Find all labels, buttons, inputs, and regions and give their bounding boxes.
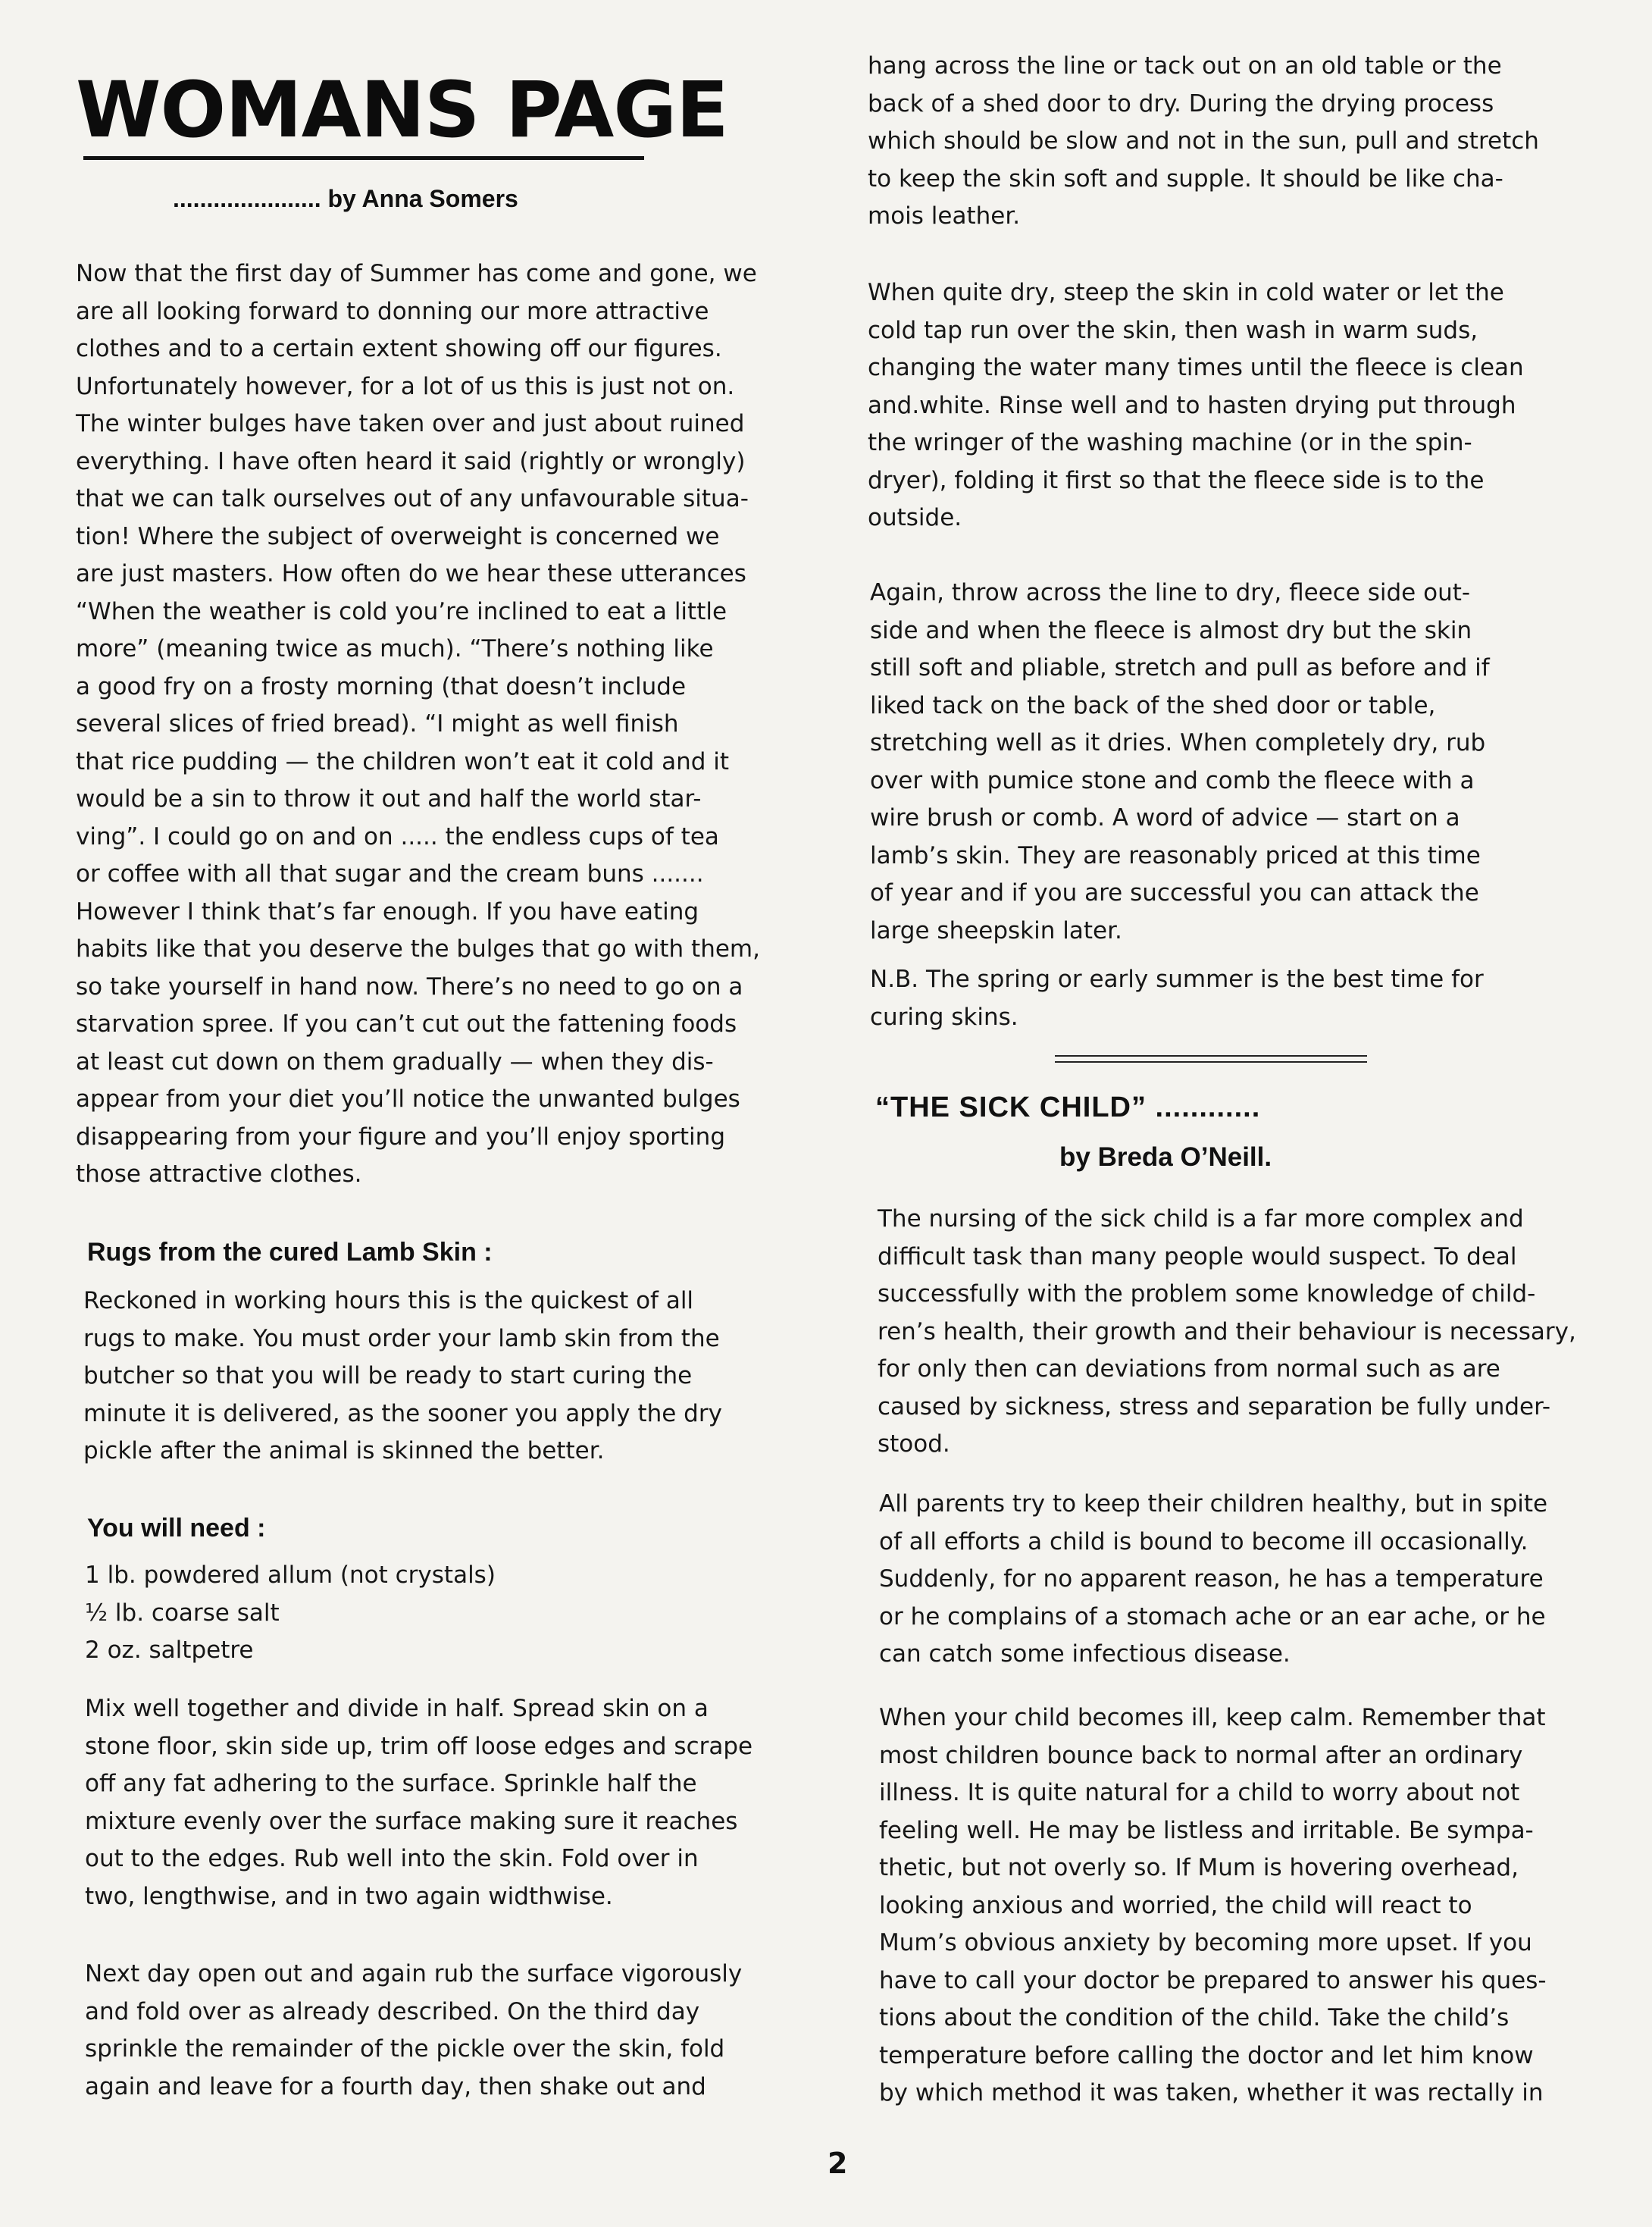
intro-paragraph: Now that the first day of Summer has come and gone, we are all looking forward to donning our more attractive clothes and to a certain extent showing off our figures. Unfortunately however, for a lot of us this is just not on. The winter bulges have taken over and just about ruined everything. I have often heard it said (rightly or wrongly) that we can talk ourselves out of any unfavourable situa- tion! Where the subject of overweight is concerned we are just masters. How often do we hear these utterances “When the weather is cold you’re inclined to eat a little more” (meaning twice as much). “There’s nothing like a good fry on a frosty morning (that doesn’t include several slices of fried bread). “I might as well finish that rice pudding — the children won’t eat it cold and it would be a sin to throw it out and half the world star- ving”. I could go on and on ..... the endless cups of tea or coffee with all that sugar and the cream buns ....... However I think that’s far enough. If you have eating habits like that you deserve the bulges that go with them, so take yourself in hand now. There’s no need to go on a starvation spree. If you can’t cut out the fattening foods at least cut down on them gradually — when they dis- appear from your diet you’ll notice the unwanted bulges disappearing from your figure and you’ll enjoy sporting those attractive clothes. <box>76 260 760 1188</box>
list-item: ½ lb. coarse salt <box>85 1599 280 1627</box>
sick-child-paragraph-3: When your child becomes ill, keep calm. Remember that most children bounce back to normal after an ordinary illness. It is quite natural for a child to worry about not feeling well. He may be listless and irritable. Be sympa- thetic, but not overly so. If Mum is hovering overhead, looking anxious and worried, the child will react to Mum’s obvious anxiety by becoming more upset. If you have to call your doctor be prepared to answer his ques- tions about the condition of the child. Take the child’s temperature before calling the doctor and let him know by which method it was taken, whether it was rectally in <box>879 1704 1547 2106</box>
sick-child-byline: by Breda O’Neill. <box>1059 1142 1272 1172</box>
sick-child-title: “THE SICK CHILD” ............ <box>875 1092 1261 1123</box>
rugs-heading: Rugs from the cured Lamb Skin : <box>87 1238 493 1267</box>
title-underline <box>83 156 644 160</box>
method-paragraph-4: When quite dry, steep the skin in cold water or let the cold tap run over the skin, then wash in warm suds, changing the water many times until the fleece is clean and.white. Rinse well and to hasten drying put through the wringer of the washing machine (or in the spin- dryer), folding it first so that the fleece side is to the outside. <box>868 279 1524 531</box>
method-paragraph-2: Next day open out and again rub the surface vigorously and fold over as already described. On the third day sprinkle the remainder of the pickle over the skin, fold again and leave for a fourth day, then shake out and <box>85 1960 743 2100</box>
ingredients-list <box>85 1557 767 1670</box>
author-byline: ...................... by Anna Somers <box>173 185 518 212</box>
sick-child-paragraph-1: The nursing of the sick child is a far more complex and difficult task than many people would suspect. To deal successfully with the problem some knowledge of child- ren’s health, their growth and their behaviour is necessary, for only then can deviations from normal such as are caused by sickness, stress and separation be fully under- stood. <box>878 1205 1576 1458</box>
method-paragraph-3: hang across the line or tack out on an old table or the back of a shed door to dry. During the drying process which should be slow and not in the sun, pull and stretch to keep the skin soft and supple. It should be like cha- mois leather. <box>868 52 1539 230</box>
nb-note: N.B. The spring or early summer is the best time for curing skins. <box>870 966 1484 1031</box>
page-number: 2 <box>828 2147 848 2180</box>
you-will-need-heading: You will need : <box>87 1514 266 1543</box>
method-paragraph-1: Mix well together and divide in half. Spread skin on a stone floor, skin side up, trim off loose edges and scrape off any fat adhering to the surface. Sprinkle half the mixture evenly over the surface making sure it reaches out to the edges. Rub well into the skin. Fold over in two, lengthwise, and in two again widthwise. <box>85 1695 753 1910</box>
section-divider <box>1055 1055 1367 1063</box>
list-item: 2 oz. saltpetre <box>85 1637 254 1664</box>
page-title: WOMANS PAGE <box>76 65 728 155</box>
list-item: 1 lb. powdered allum (not crystals) <box>85 1561 496 1589</box>
sick-child-paragraph-2: All parents try to keep their children healthy, but in spite of all efforts a child is bound to become ill occasionally. Suddenly, for no apparent reason, he has a temperature or he complains of a stomach ache or an ear ache, or he can catch some infectious disease. <box>879 1490 1548 1668</box>
method-paragraph-5: Again, throw across the line to dry, fleece side out- side and when the fleece is almost dry but the skin still soft and pliable, stretch and pull as before and if liked tack on the back of the shed door or table, stretching well as it dries. When completely dry, rub over with pumice stone and comb the fleece with a wire brush or comb. A word of advice — start on a lamb’s skin. They are reasonably priced at this time of year and if you are successful you can attack the large sheepskin later. <box>870 579 1490 944</box>
rugs-paragraph: Reckoned in working hours this is the quickest of all rugs to make. You must order your lamb skin from the butcher so that you will be ready to start curing the minute it is delivered, as the sooner you apply the dry pickle after the animal is skinned the better. <box>83 1287 722 1464</box>
